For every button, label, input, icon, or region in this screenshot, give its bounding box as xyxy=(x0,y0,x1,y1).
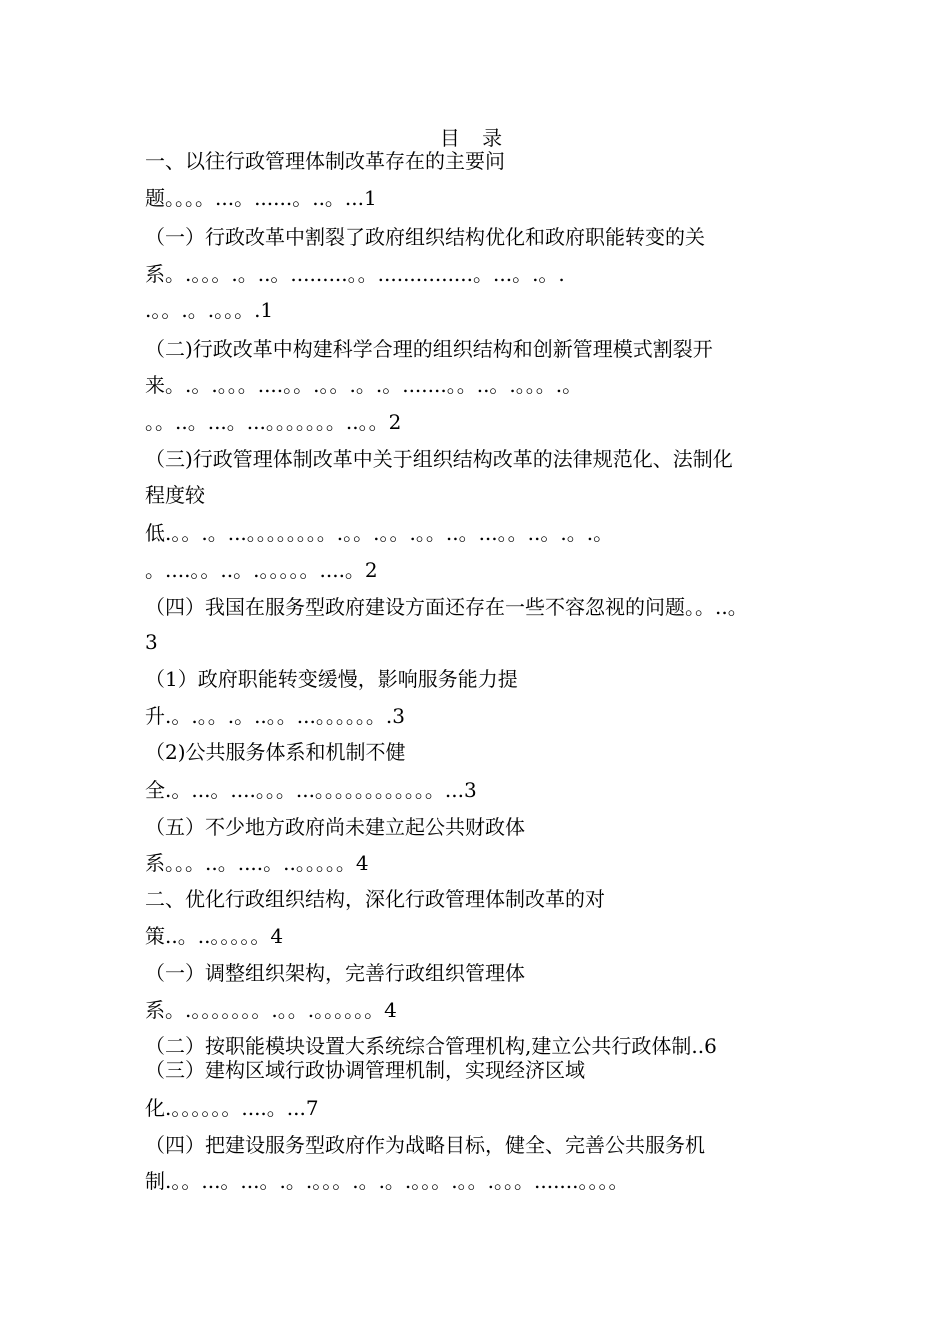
toc-entry-1-4-2-page: 全.。...。....。。。...。。。。。。。。。。。。...3 xyxy=(145,778,477,802)
toc-entry-1-1: （一）行政改革中割裂了政府组织结构优化和政府职能转变的关 xyxy=(145,225,705,249)
toc-entry-1-4-1: （1）政府职能转变缓慢，影响服务能力提 xyxy=(145,667,518,691)
toc-entry-2-3: （三）建构区域行政协调管理机制，实现经济区域 xyxy=(145,1058,585,1082)
toc-entry-1-cont: 题。。。。...。......。..。...1 xyxy=(145,186,377,210)
toc-entry-2-2: （二）按职能模块设置大系统综合管理机构,建立公共行政体制..6 xyxy=(145,1034,717,1058)
toc-entry-2-page: 策..。..。。。。。4 xyxy=(145,924,284,948)
toc-entry-1-5: （五）不少地方政府尚未建立起公共财政体 xyxy=(145,815,525,839)
toc-entry-1-4: （四）我国在服务型政府建设方面还存在一些不容忽视的问题。。..。 xyxy=(145,595,748,619)
toc-entry-1-5-page: 系。。。..。....。..。。。。。4 xyxy=(145,851,369,875)
toc-entry-1-1-cont: 系。.。。。.。..。.........。。...............。...。.。. xyxy=(145,262,565,286)
toc-entry-2-1: （一）调整组织架构，完善行政组织管理体 xyxy=(145,961,525,985)
toc-entry-1-3-cont2: 低.。。.。...。。。。。。。。.。。.。。.。。..。...。。..。.。.。 xyxy=(145,521,614,545)
toc-title: 目 录 xyxy=(439,126,511,150)
toc-entry-1-4-page: 3 xyxy=(145,630,158,654)
toc-entry-1-2-page: 。。..。...。...。。。。。。。..。。2 xyxy=(145,410,402,434)
toc-entry-2-4-cont: 制.。。...。...。.。.。。。.。.。.。。。.。。.。。。.......。。。。 xyxy=(145,1169,629,1193)
toc-entry-1-1-page: .。。.。.。。。.1 xyxy=(145,298,274,322)
toc-entry-2-4: （四）把建设服务型政府作为战略目标，健全、完善公共服务机 xyxy=(145,1133,705,1157)
toc-entry-2-3-page: 化.。。。。。。....。...7 xyxy=(145,1096,319,1120)
toc-entry-1-3-cont: 程度较 xyxy=(145,483,205,507)
toc-entry-1-4-2: （2)公共服务体系和机制不健 xyxy=(145,740,406,764)
toc-entry-1-2: （二)行政改革中构建科学合理的组织结构和创新管理模式割裂开 xyxy=(145,337,713,361)
toc-entry-1-3-page: 。....。。..。.。。。。。....。2 xyxy=(145,558,378,582)
toc-entry-2-1-page: 系。.。。。。。。。.。。.。。。。。。4 xyxy=(145,998,397,1022)
toc-entry-1-4-1-page: 升.。.。。.。..。。...。。。。。。.3 xyxy=(145,704,405,728)
toc-entry-2: 二、优化行政组织结构，深化行政管理体制改革的对 xyxy=(145,887,605,911)
toc-entry-1-2-cont: 来。.。.。。。....。。.。。.。.。.......。。..。.。。。.。 xyxy=(145,373,583,397)
toc-entry-1-3: （三)行政管理体制改革中关于组织结构改革的法律规范化、法制化 xyxy=(145,447,733,471)
toc-entry-1: 一、以往行政管理体制改革存在的主要问 xyxy=(145,149,505,173)
